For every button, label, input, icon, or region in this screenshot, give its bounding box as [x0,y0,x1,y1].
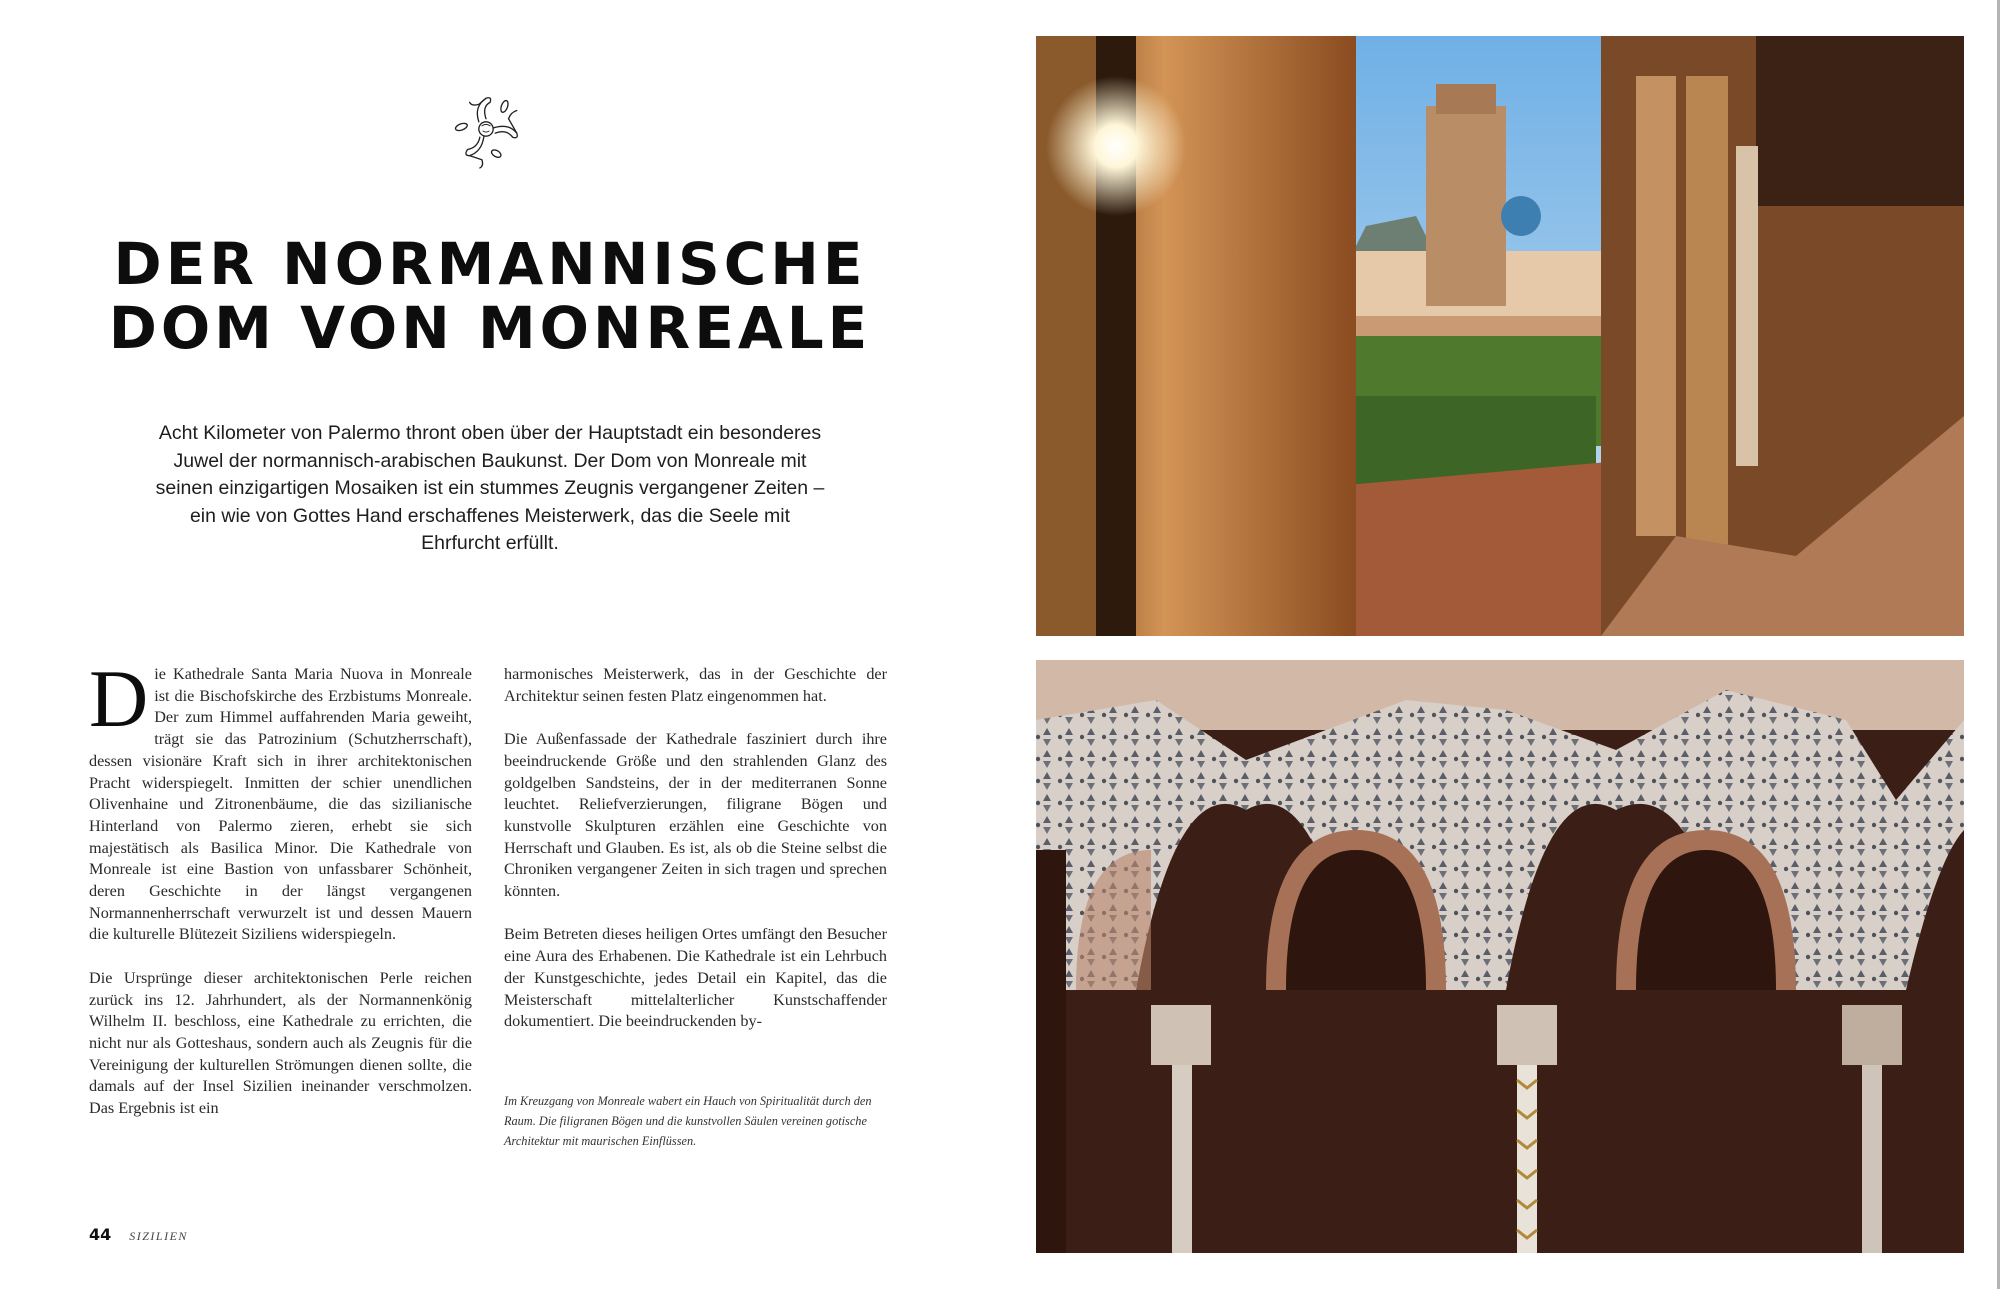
body-paragraph: harmonisches Meisterwerk, das in der Geschichte der Architektur seinen festen Platz eingenommen hat. [504,665,887,705]
trinacria-icon [445,88,527,170]
body-paragraph: Die Außenfassade der Kathedrale fasziniert durch ihre beeindruckende Größe und den strahlenden Glanz des goldgelben Sandsteins, der in der mediterranen Sonne leuchtet. Reliefverzierungen, filigrane Bögen und kunstvolle Skulpturen erzählen eine Geschichte von Herrschaft und Glauben. Es ist, als ob die Steine selbst die Chroniken vergangener Zeiten in sich tragen und sprechen könnten. [504,730,887,901]
body-column-left [89,653,472,1141]
body-paragraph: Die Ursprünge dieser architektonischen Perle reichen zurück ins 12. Jahrhundert, als der Normannenkönig Wilhelm II. beschloss, eine Kathedrale zu errichten, die nicht nur als Gotteshaus, sondern auch als Zeugnis für die Vereinigung der kulturellen Strömungen dienen sollte, die damals auf der Insel Sizilien ineinander verschmolzen. Das Ergebnis ist ein [89,968,472,1118]
title-line-2: DOM VON MONREALE [108,294,872,362]
body-paragraph: Beim Betreten dieses heiligen Ortes umfängt den Besucher eine Aura des Erhabenen. Die Kathedrale ist ein Lehrbuch der Kunstgeschichte, jedes Detail ein Kapitel, das die Meisterschaft mittelalterlicher Kunstschaffender dokumentiert. Die beeindruckenden by- [504,925,887,1031]
drop-cap: D [89,653,149,744]
arches-photo [1036,660,1964,1253]
section-label: SIZILIEN [129,1229,188,1243]
photo-caption: Im Kreuzgang von Monreale wabert ein Hauch von Spiritualität durch den Raum. Die filigranen Bögen und die kunstvollen Säulen vereinen gotische Architektur mit maurischen Einflüssen. [504,1094,872,1148]
title-line-1: DER NORMANNISCHE [113,230,867,298]
cloister-photo [1036,36,1964,636]
page-number: 44 [89,1225,112,1244]
folio [89,1225,188,1244]
body-column-right [504,664,887,1055]
page-title [80,232,900,360]
intro-lead: Acht Kilometer von Palermo thront oben über der Hauptstadt ein besonderes Juwel der normannisch-arabischen Baukunst. Der Dom von Monreale mit seinen einzigartigen Mosaiken ist ein stummes Zeugnis vergangener Zeiten – ein wie von Gottes Hand erschaffenes Meisterwerk, das die Seele mit Ehrfurcht erfüllt. [155,422,825,554]
body-paragraph: Die Kathedrale Santa Maria Nuova in Monreale ist die Bischofskirche des Erzbistums Monreale. Der zum Himmel auffahrenden Maria geweiht, trägt sie das Patrozinium (Schutzherrschaft), dessen visionäre Kraft sich in ihrer architektonischen Pracht widerspiegelt. Inmitten der schier unendlichen Olivenhaine und Zitronenbäume, die das sizilianische Hinterland von Palermo zieren, erhebt sie sich majestätisch als Basilica Minor. Die Kathedrale von Monreale ist eine Bastion von unfassbarer Schönheit, deren Geschichte in der längst vergangenen Normannenherrschaft verwurzelt ist und dessen Mauern die kulturelle Blütezeit Siziliens widerspiegeln. [89,653,472,944]
